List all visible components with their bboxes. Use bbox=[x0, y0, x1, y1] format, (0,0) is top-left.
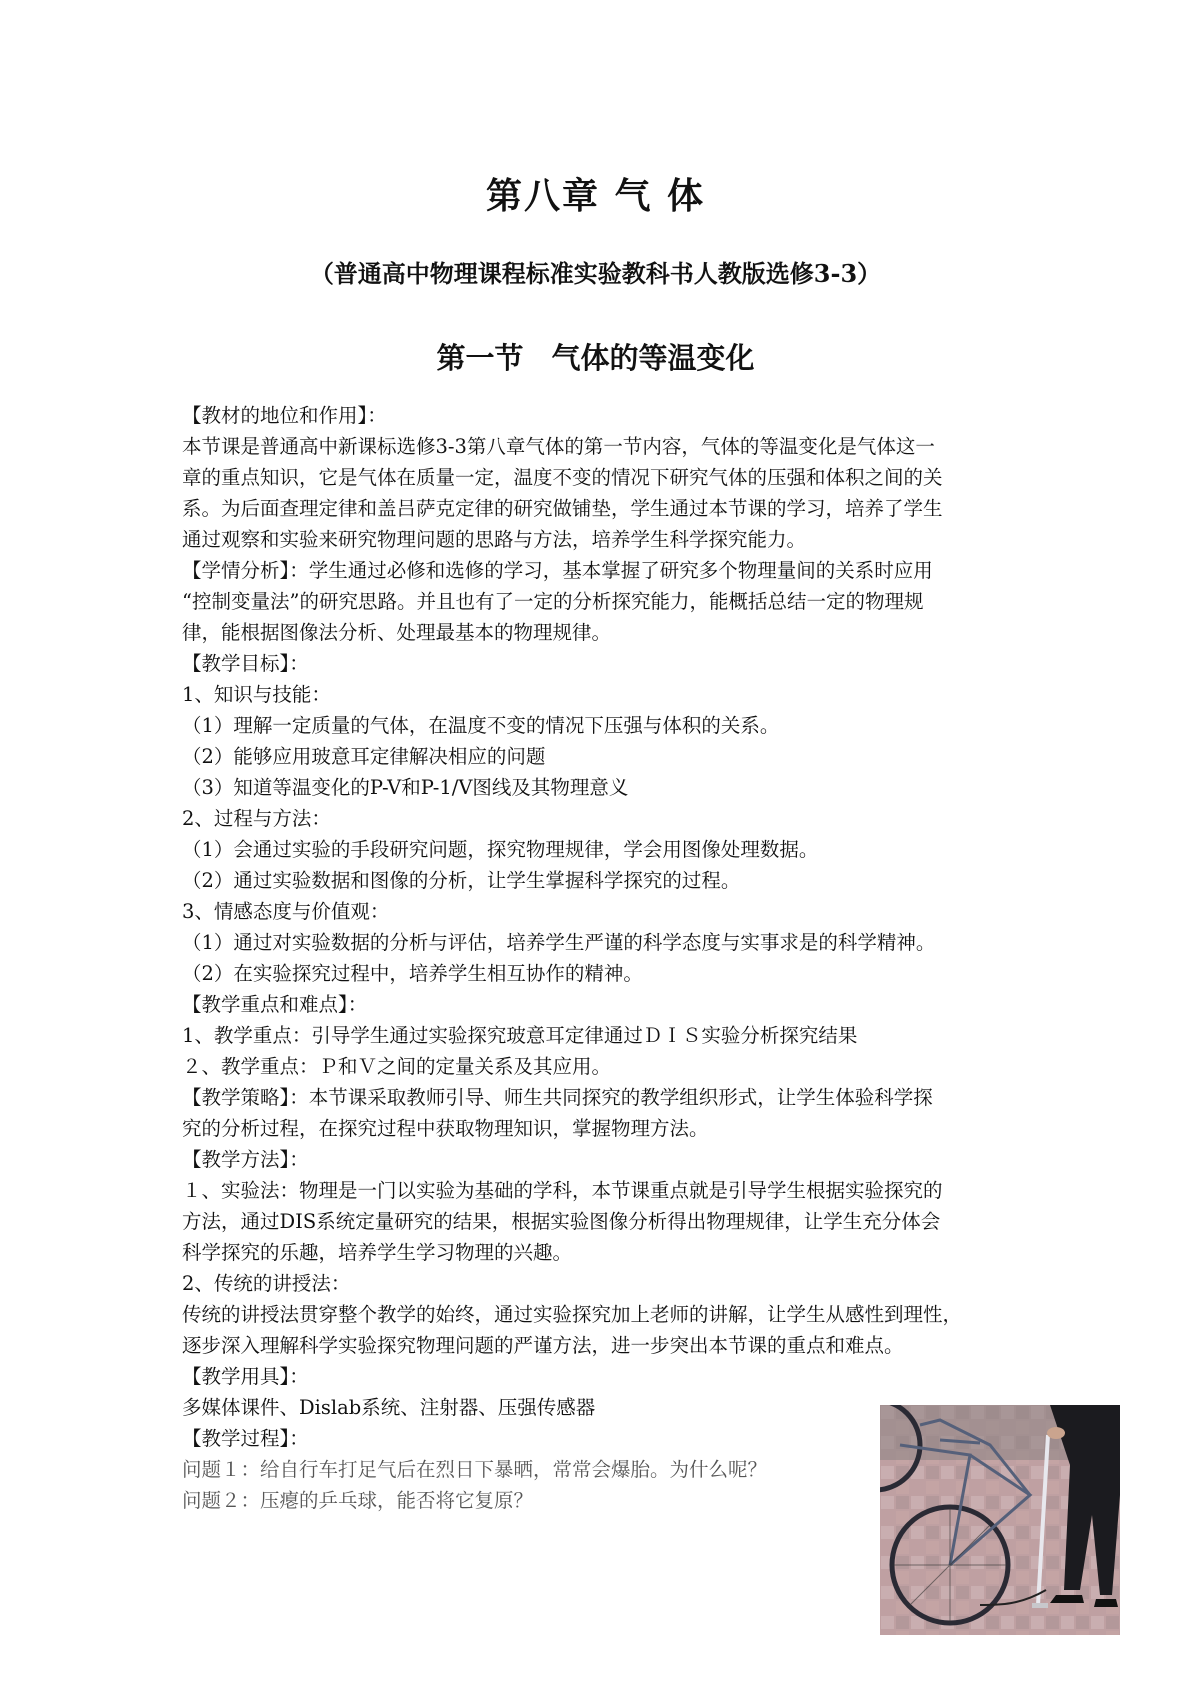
chapter-title: 第八章 气 体 bbox=[485, 175, 706, 217]
textbook-subtitle: （普通高中物理课程标准实验教科书人教版选修3-3） bbox=[309, 259, 882, 288]
line-heading-position: 【教材的地位和作用】： bbox=[182, 404, 387, 427]
line-analysis-1: 【学情分析】：学生通过必修和选修的学习，基本掌握了研究多个物理量间的关系时应用 bbox=[182, 559, 933, 582]
line-method-6: 逐步深入理解科学实验探究物理问题的严谨方法，进一步突出本节课的重点和难点。 bbox=[182, 1334, 904, 1357]
line-key-2: ２、教学重点：Ｐ和Ｖ之间的定量关系及其应用。 bbox=[182, 1055, 612, 1078]
line-tools-1: 多媒体课件、Dislab系统、注射器、压强传感器 bbox=[182, 1396, 596, 1419]
line-analysis-3: 律，能根据图像法分析、处理最基本的物理规律。 bbox=[182, 621, 612, 644]
lesson-plan-body bbox=[182, 400, 1022, 1516]
line-goal-2-1: （1）会通过实验的手段研究问题，探究物理规律，学会用图像处理数据。 bbox=[182, 838, 819, 861]
line-heading-process: 【教学过程】： bbox=[182, 1427, 309, 1450]
line-goal-2: 2、过程与方法： bbox=[182, 807, 331, 830]
line-method-5: 传统的讲授法贯穿整个教学的始终，通过实验探究加上老师的讲解，让学生从感性到理性， bbox=[182, 1303, 963, 1326]
line-heading-method: 【教学方法】： bbox=[182, 1148, 309, 1171]
line-question-2: 问题２：压瘪的乒乓球，能否将它复原？ bbox=[182, 1489, 534, 1512]
section-number: 第一节 bbox=[436, 341, 524, 375]
section-name: 气体的等温变化 bbox=[551, 341, 755, 375]
section-title bbox=[0, 336, 1191, 377]
line-question-1: 问题１：给自行车打足气后在烈日下暴晒，常常会爆胎。为什么呢？ bbox=[182, 1458, 768, 1481]
line-heading-goals: 【教学目标】： bbox=[182, 652, 309, 675]
line-method-3: 科学探究的乐趣，培养学生学习物理的兴趣。 bbox=[182, 1241, 573, 1264]
line-heading-tools: 【教学用具】： bbox=[182, 1365, 309, 1388]
line-goal-1-3: （3）知道等温变化的P-V和P-1/V图线及其物理意义 bbox=[182, 776, 629, 799]
line-strategy-1: 【教学策略】：本节课采取教师引导、师生共同探究的教学组织形式，让学生体验科学探 bbox=[182, 1086, 933, 1109]
line-method-4: 2、传统的讲授法： bbox=[182, 1272, 351, 1295]
line-goal-3-2: （2）在实验探究过程中，培养学生相互协作的精神。 bbox=[182, 962, 643, 985]
line-position-4: 通过观察和实验来研究物理问题的思路与方法，培养学生科学探究能力。 bbox=[182, 528, 807, 551]
line-method-1: １、实验法：物理是一门以实验为基础的学科，本节课重点就是引导学生根据实验探究的 bbox=[182, 1179, 943, 1202]
line-goal-1-1: （1）理解一定质量的气体，在温度不变的情况下压强与体积的关系。 bbox=[182, 714, 780, 737]
line-goal-3: 3、情感态度与价值观： bbox=[182, 900, 390, 923]
line-position-1: 本节课是普通高中新课标选修3-3第八章气体的第一节内容，气体的等温变化是气体这一 bbox=[182, 435, 935, 458]
line-goal-3-1: （1）通过对实验数据的分析与评估，培养学生严谨的科学态度与实事求是的科学精神。 bbox=[182, 931, 936, 954]
line-position-3: 系。为后面查理定律和盖吕萨克定律的研究做铺垫，学生通过本节课的学习，培养了学生 bbox=[182, 497, 943, 520]
bicycle-pump-photo bbox=[880, 1405, 1120, 1635]
line-analysis-2: “控制变量法”的研究思路。并且也有了一定的分析探究能力，能概括总结一定的物理规 bbox=[182, 590, 924, 613]
line-goal-2-2: （2）通过实验数据和图像的分析，让学生掌握科学探究的过程。 bbox=[182, 869, 741, 892]
line-strategy-2: 究的分析过程，在探究过程中获取物理知识，掌握物理方法。 bbox=[182, 1117, 709, 1140]
line-goal-1: 1、知识与技能： bbox=[182, 683, 331, 706]
line-position-2: 章的重点知识，它是气体在质量一定，温度不变的情况下研究气体的压强和体积之间的关 bbox=[182, 466, 943, 489]
line-goal-1-2: （2）能够应用玻意耳定律解决相应的问题 bbox=[182, 745, 546, 768]
line-heading-key: 【教学重点和难点】： bbox=[182, 993, 368, 1016]
line-method-2: 方法，通过DIS系统定量研究的结果，根据实验图像分析得出物理规律，让学生充分体会 bbox=[182, 1210, 941, 1233]
line-key-1: 1、教学重点：引导学生通过实验探究玻意耳定律通过ＤＩＳ实验分析探究结果 bbox=[182, 1024, 858, 1047]
